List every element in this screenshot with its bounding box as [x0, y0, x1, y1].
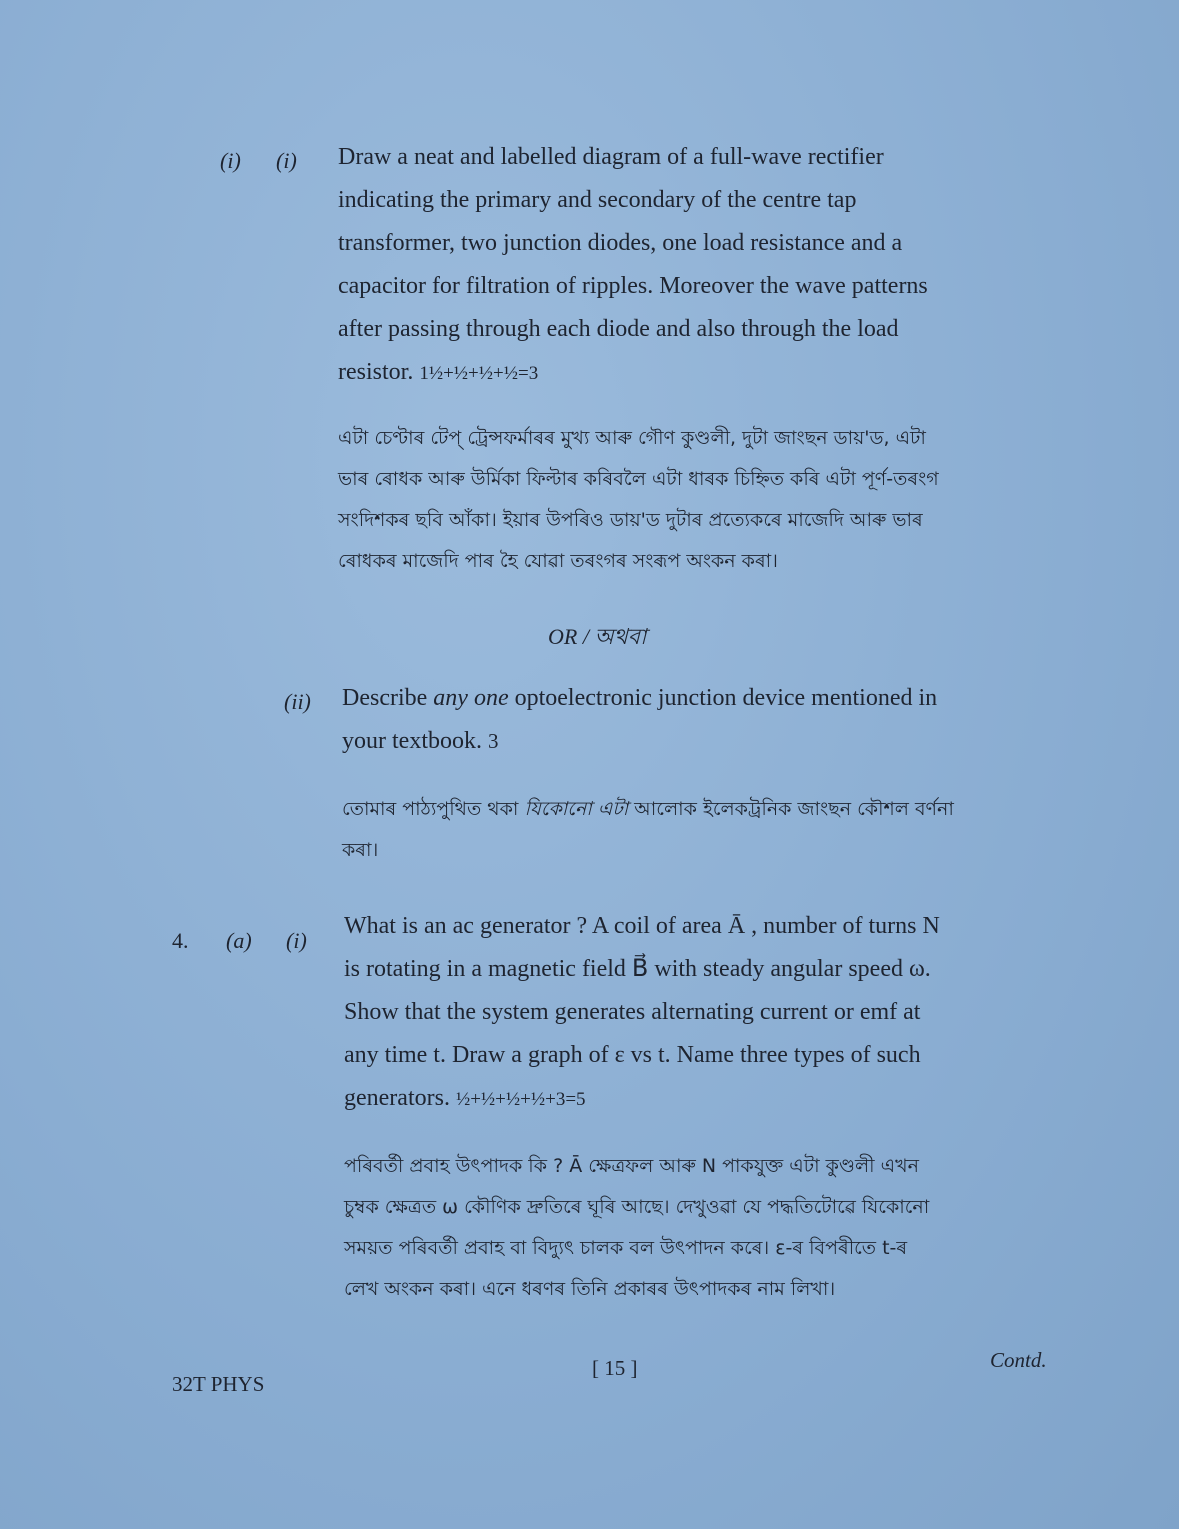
- text-line: indicating the primary and secondary of the centre tap: [338, 187, 857, 213]
- text-line: [342, 789, 1052, 830]
- text-line: পৰিবৰ্তী প্ৰবাহ উৎপাদক কি ? Ā ক্ষেত্ৰফল আৰু N পাকযুক্ত এটা কুণ্ডলী এখন: [344, 1155, 919, 1177]
- text-line: লেখ অংকন কৰা। এনে ধৰণৰ তিনি প্ৰকাৰৰ উৎপাদকৰ নাম লিখা।: [344, 1278, 836, 1300]
- text-line: এটা চেণ্টাৰ টেপ্ ট্ৰেন্সফৰ্মাৰৰ মুখ্য আৰু গৌণ কুণ্ডলী, দুটা জাংছন ডায়'ড, এটা: [338, 427, 926, 449]
- text-line: চুম্বক ক্ষেত্ৰত ω কৌণিক দ্ৰুতিৰে ঘূৰি আছে। দেখুওৱা যে পদ্ধতিটোৱে যিকোনো: [344, 1196, 930, 1218]
- question-label: (ii): [284, 689, 311, 714]
- text-span: optoelectronic junction device mentioned in: [508, 685, 938, 711]
- question-number: 4.: [172, 928, 189, 953]
- text-line: Draw a neat and labelled diagram of a full-wave rectifier: [338, 144, 884, 170]
- marks-badge: 1½+½+½+½=3: [419, 363, 539, 384]
- question-ii-english: [342, 677, 1044, 763]
- question-ii-assamese: [342, 789, 1052, 871]
- text-line-with-marks: [338, 351, 1042, 394]
- emphasis-text: যিকোনো এটা: [524, 798, 629, 820]
- text-line: resistor.: [338, 359, 414, 385]
- text-line: ৰোধকৰ মাজেদি পাৰ হৈ যোৱা তৰংগৰ সংৰূপ অংকন কৰা।: [338, 550, 778, 572]
- marks-badge: 3: [487, 729, 499, 753]
- question-label-outer: (i): [220, 148, 241, 173]
- text-line: [342, 677, 1044, 720]
- text-line: কৰা।: [342, 839, 379, 861]
- marks-badge: ½+½+½+½+3=5: [455, 1089, 586, 1110]
- question-i-english: [338, 136, 1042, 394]
- text-line: What is an ac generator ? A coil of area Ā , number of turns N: [344, 913, 940, 939]
- text-line: ভাৰ ৰোধক আৰু উৰ্মিকা ফিল্টাৰ কৰিবলৈ এটা ধাৰক চিহ্নিত কৰি এটা পূৰ্ণ-তৰংগ: [338, 468, 939, 490]
- text-span: Describe: [342, 685, 434, 711]
- text-line: transformer, two junction diodes, one load resistance and a: [338, 230, 903, 256]
- continued-label: Contd.: [990, 1348, 1047, 1372]
- text-line: capacitor for filtration of ripples. Moreover the wave patterns: [338, 273, 928, 299]
- emphasis-text: any one: [433, 685, 509, 711]
- question-4-english: [344, 905, 1048, 1120]
- text-span: তোমাৰ পাঠ্যপুথিত থকা: [342, 798, 525, 820]
- text-line: সংদিশকৰ ছবি আঁকা। ইয়াৰ উপৰিও ডায়'ড দুটাৰ প্ৰত্যেকৰে মাজেদি আৰু ভাৰ: [338, 509, 923, 531]
- question-4-assamese: [344, 1146, 1054, 1310]
- question-label-inner: (i): [276, 148, 297, 173]
- question-label-i: (i): [286, 928, 307, 953]
- text-line-with-marks: [342, 720, 1044, 763]
- or-divider: OR / অথবা: [548, 624, 647, 649]
- text-line: is rotating in a magnetic field B⃗ with steady angular speed ω.: [344, 956, 931, 982]
- text-line: Show that the system generates alternating current or emf at: [344, 999, 921, 1025]
- text-line: সময়ত পৰিবৰ্তী প্ৰবাহ বা বিদ্যুৎ চালক বল উৎপাদন কৰে। ε-ৰ বিপৰীতে t-ৰ: [344, 1237, 908, 1259]
- text-line: any time t. Draw a graph of ε vs t. Name three types of such: [344, 1042, 921, 1068]
- text-span: আলোক ইলেকট্ৰনিক জাংছন কৌশল বৰ্ণনা: [628, 798, 954, 820]
- text-line: generators.: [344, 1085, 450, 1111]
- paper-code: 32T PHYS: [172, 1372, 265, 1396]
- question-i-assamese: [338, 418, 1048, 582]
- text-line: after passing through each diode and also through the load: [338, 316, 899, 342]
- page-number: [ 15 ]: [592, 1356, 638, 1380]
- text-line: your textbook.: [342, 728, 482, 754]
- question-label-a: (a): [226, 928, 252, 953]
- text-line-with-marks: [344, 1077, 1048, 1120]
